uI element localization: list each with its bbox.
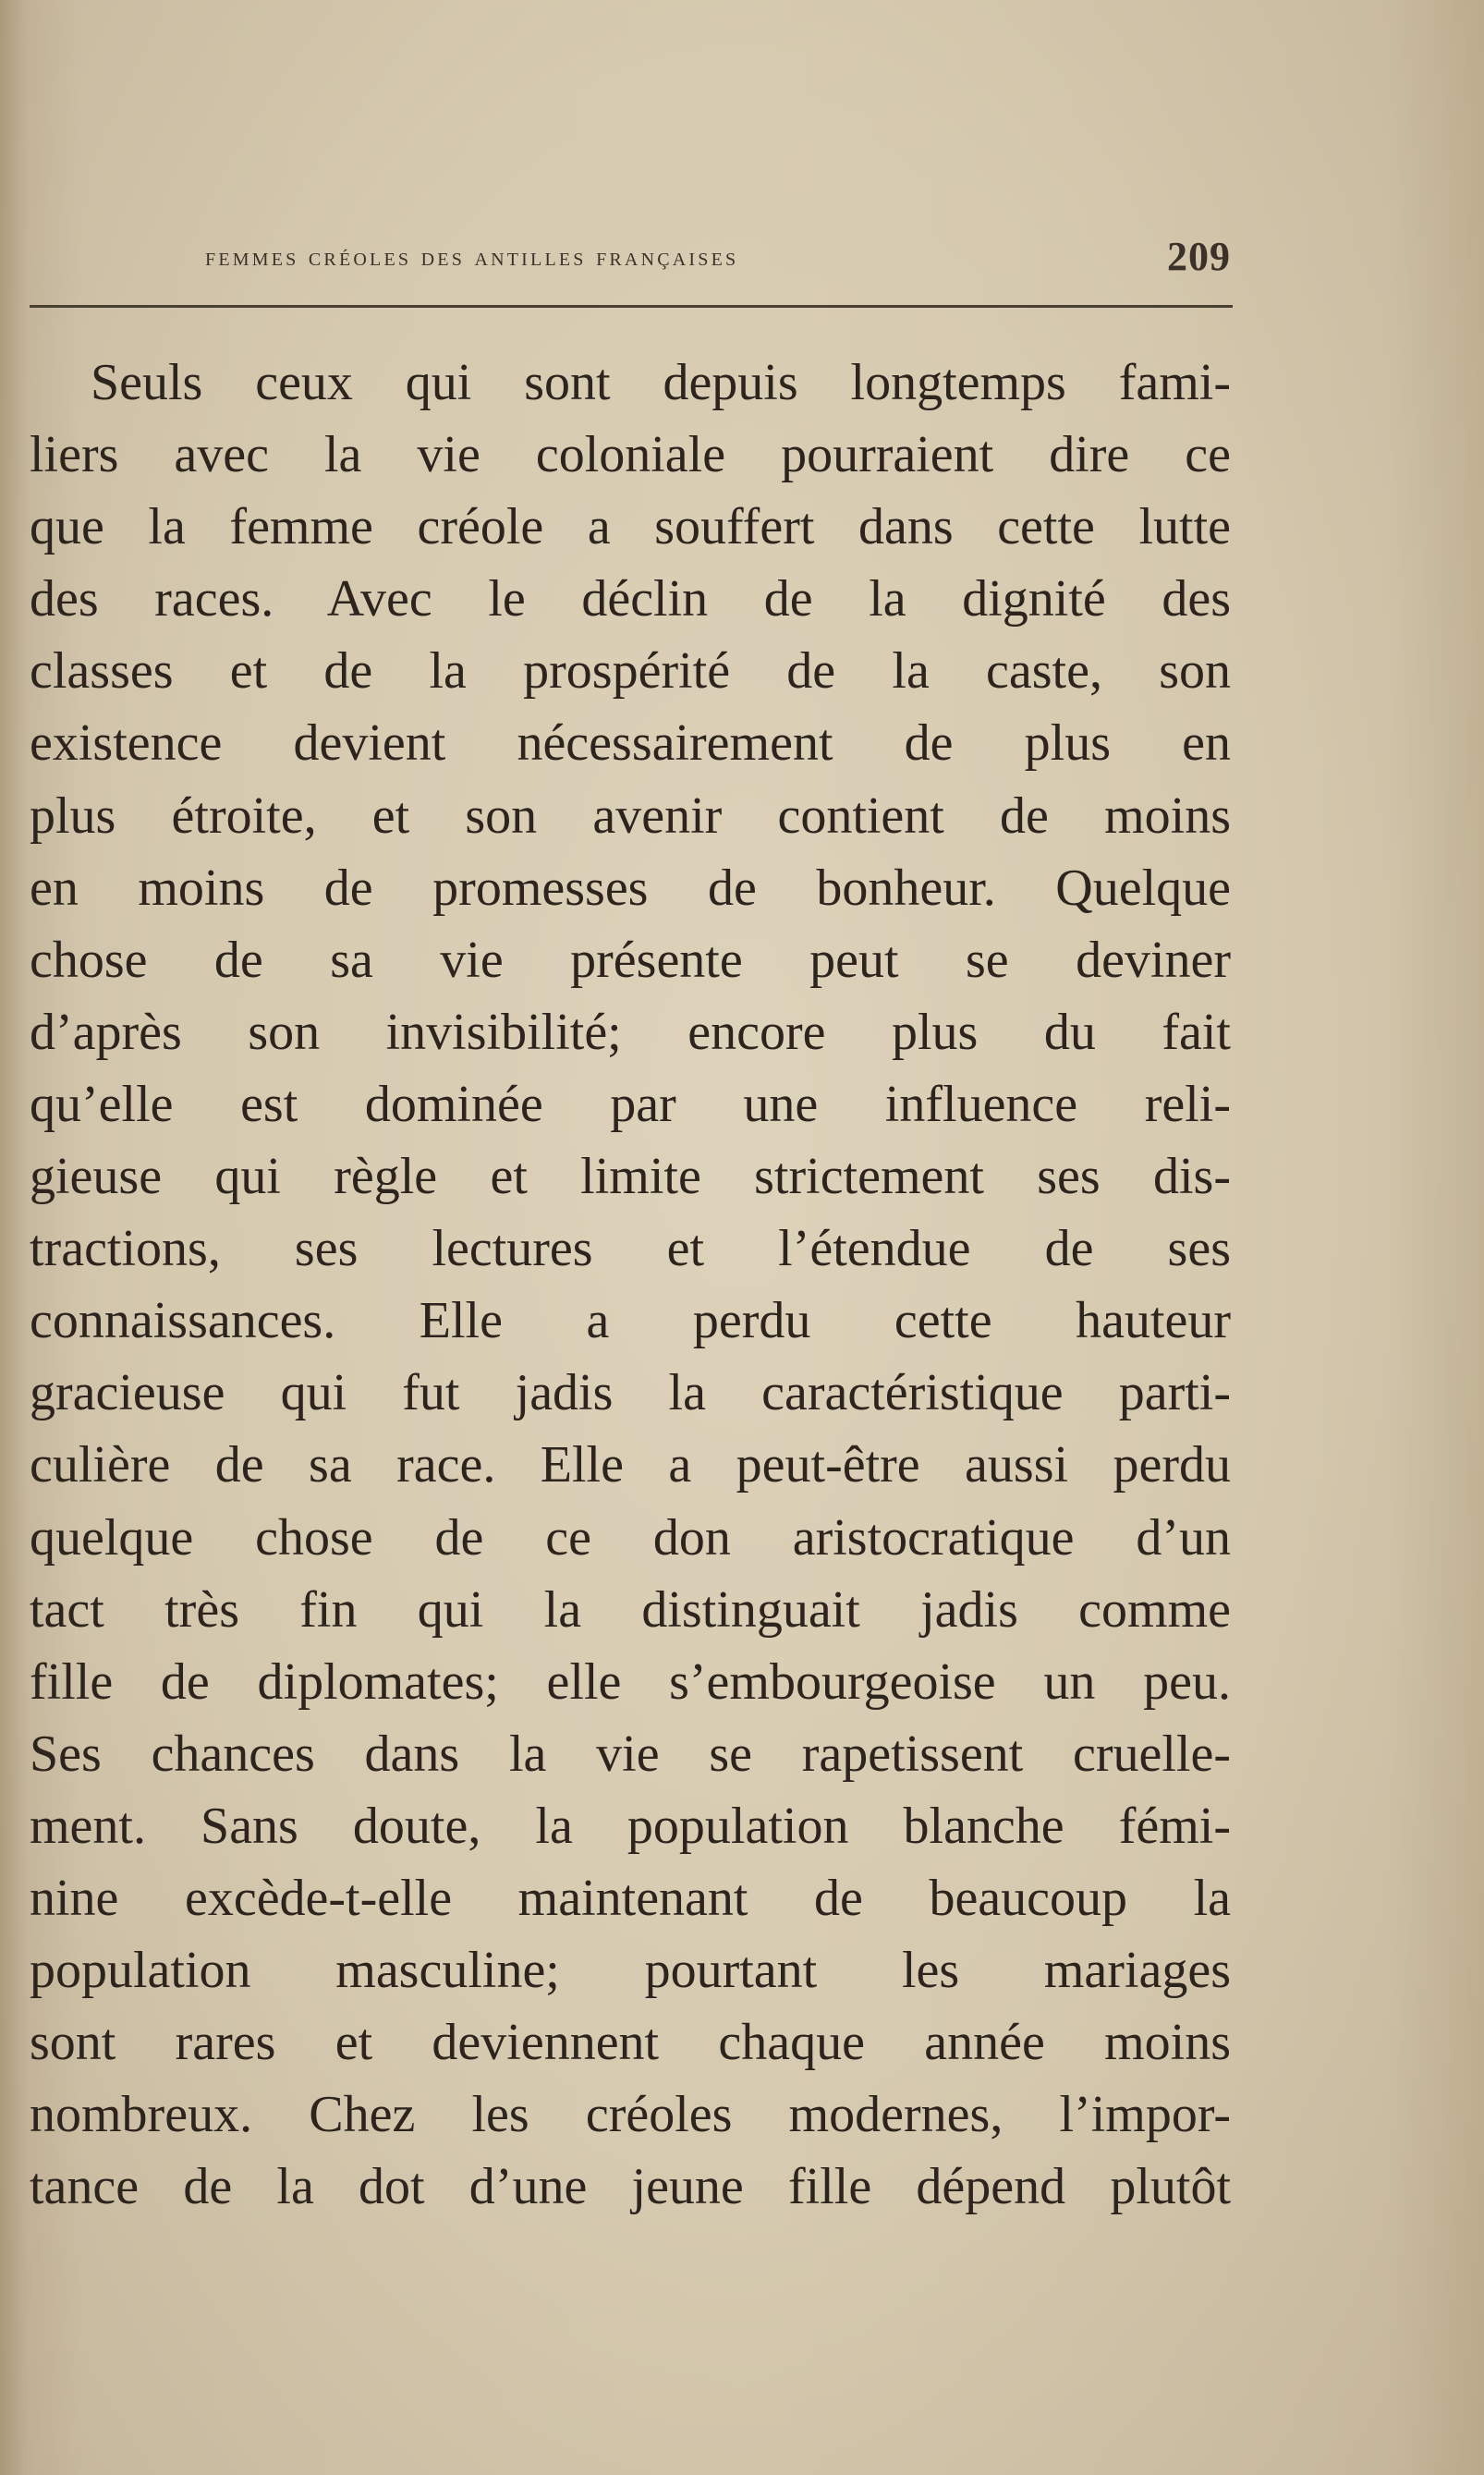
header-rule	[30, 305, 1233, 308]
text-line: gracieuse qui fut jadis la caractéristique parti-	[30, 1364, 1231, 1422]
text-line: sont rares et deviennent chaque année moins	[30, 2014, 1231, 2072]
text-line: tance de la dot d’une jeune fille dépend plutôt	[30, 2158, 1231, 2216]
text-line: plus étroite, et son avenir contient de moins	[30, 786, 1231, 845]
text-line: qu’elle est dominée par une influence reli-	[30, 1075, 1231, 1133]
text-line: fille de diplomates; elle s’embourgeoise un peu.	[30, 1652, 1231, 1711]
running-title: femmes créoles des antilles françaises	[205, 242, 739, 272]
text-line: tact très fin qui la distinguait jadis comme	[30, 1580, 1231, 1639]
text-line: chose de sa vie présente peut se deviner	[30, 931, 1231, 989]
text-line: tractions, ses lectures et l’étendue de ses	[30, 1220, 1231, 1278]
text-line: en moins de promesses de bonheur. Quelque	[30, 859, 1231, 917]
text-line: d’après son invisibilité; encore plus du fait	[30, 1003, 1231, 1061]
text-line: nombreux. Chez les créoles modernes, l’impor-	[30, 2086, 1231, 2144]
text-line: quelque chose de ce don aristocratique d’un	[30, 1508, 1231, 1567]
text-line: liers avec la vie coloniale pourraient dire ce	[30, 426, 1231, 484]
text-line: gieuse qui règle et limite strictement ses dis-	[30, 1148, 1231, 1206]
text-line: que la femme créole a souffert dans cette lutte	[30, 498, 1231, 556]
text-line: nine excède-t-elle maintenant de beaucoup la	[30, 1869, 1231, 1927]
page-header	[205, 233, 1231, 281]
text-line: connaissances. Elle a perdu cette hauteur	[30, 1292, 1231, 1350]
text-line: existence devient nécessairement de plus en	[30, 714, 1231, 773]
body-text	[30, 347, 1231, 2223]
text-line: Ses chances dans la vie se rapetissent cruelle-	[30, 1725, 1231, 1783]
page-number: 209	[1167, 234, 1231, 279]
text-line: population masculine; pourtant les mariages	[30, 1942, 1231, 2000]
text-line: ment. Sans doute, la population blanche fémi-	[30, 1797, 1231, 1855]
text-line: des races. Avec le déclin de la dignité des	[30, 570, 1231, 628]
text-line: Seuls ceux qui sont depuis longtemps fami-	[91, 354, 1231, 411]
text-line: culière de sa race. Elle a peut-être aussi perdu	[30, 1436, 1231, 1494]
text-line: classes et de la prospérité de la caste, son	[30, 642, 1231, 701]
